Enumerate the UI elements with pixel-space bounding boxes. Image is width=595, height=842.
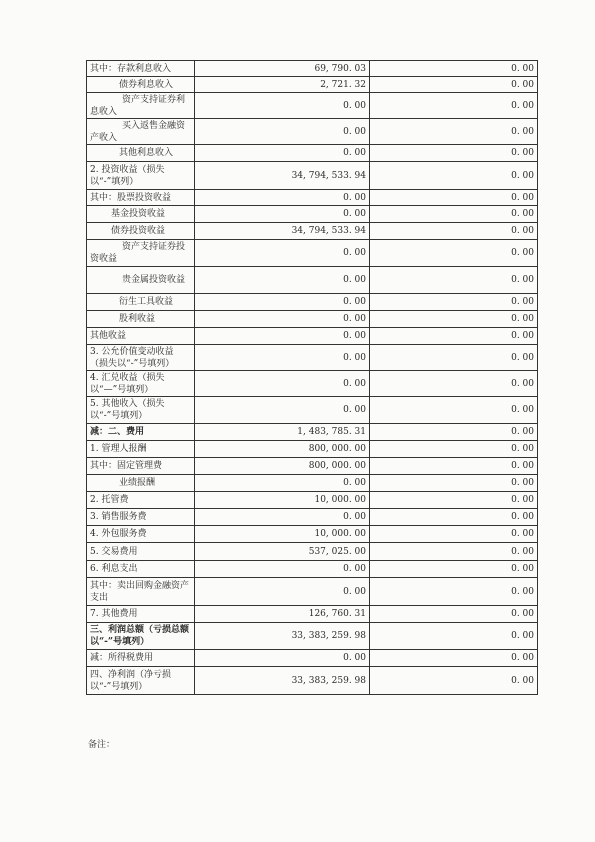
current-period-value: 0. 00 bbox=[195, 190, 370, 206]
previous-period-value: 0. 00 bbox=[370, 526, 538, 543]
row-label: 四、净利润（净亏损以“-”号填列） bbox=[87, 667, 195, 695]
previous-period-value: 0. 00 bbox=[370, 119, 538, 145]
row-label: 衍生工具收益 bbox=[87, 294, 195, 311]
row-label: 买入返售金融资产收入 bbox=[87, 119, 195, 145]
current-period-value: 0. 00 bbox=[195, 119, 370, 145]
table-row bbox=[87, 492, 538, 509]
current-period-value: 800, 000. 00 bbox=[195, 441, 370, 458]
table-row bbox=[87, 371, 538, 397]
table-row bbox=[87, 606, 538, 623]
current-period-value: 0. 00 bbox=[195, 145, 370, 162]
row-label: 资产支持证券投资收益 bbox=[87, 240, 195, 267]
current-period-value: 10, 000. 00 bbox=[195, 526, 370, 543]
previous-period-value: 0. 00 bbox=[370, 294, 538, 311]
table-row bbox=[87, 441, 538, 458]
previous-period-value: 0. 00 bbox=[370, 606, 538, 623]
previous-period-value: 0. 00 bbox=[370, 345, 538, 371]
row-label: 贵金属投资收益 bbox=[87, 267, 195, 294]
row-label: 资产支持证券利息收入 bbox=[87, 93, 195, 119]
current-period-value: 0. 00 bbox=[195, 294, 370, 311]
table-row bbox=[87, 345, 538, 371]
current-period-value: 34, 794, 533. 94 bbox=[195, 162, 370, 190]
previous-period-value: 0. 00 bbox=[370, 223, 538, 240]
current-period-value: 10, 000. 00 bbox=[195, 492, 370, 509]
row-label: 其中：股票投资收益 bbox=[87, 190, 195, 206]
table-row bbox=[87, 543, 538, 561]
current-period-value: 537, 025. 00 bbox=[195, 543, 370, 561]
current-period-value: 1, 483, 785. 31 bbox=[195, 424, 370, 441]
row-label: 2. 投资收益（损失以“-”填列） bbox=[87, 162, 195, 190]
previous-period-value: 0. 00 bbox=[370, 623, 538, 650]
previous-period-value: 0. 00 bbox=[370, 667, 538, 695]
current-period-value: 69, 790. 03 bbox=[195, 61, 370, 77]
row-label: 2. 托管费 bbox=[87, 492, 195, 509]
previous-period-value: 0. 00 bbox=[370, 61, 538, 77]
table-row bbox=[87, 623, 538, 650]
previous-period-value: 0. 00 bbox=[370, 162, 538, 190]
table-row bbox=[87, 240, 538, 267]
row-label: 其他利息收入 bbox=[87, 145, 195, 162]
previous-period-value: 0. 00 bbox=[370, 424, 538, 441]
table-row bbox=[87, 650, 538, 667]
table-row bbox=[87, 162, 538, 190]
previous-period-value: 0. 00 bbox=[370, 93, 538, 119]
current-period-value: 0. 00 bbox=[195, 397, 370, 424]
current-period-value: 0. 00 bbox=[195, 650, 370, 667]
row-label: 1. 管理人报酬 bbox=[87, 441, 195, 458]
table-row bbox=[87, 267, 538, 294]
previous-period-value: 0. 00 bbox=[370, 328, 538, 345]
previous-period-value: 0. 00 bbox=[370, 561, 538, 578]
previous-period-value: 0. 00 bbox=[370, 371, 538, 397]
current-period-value: 0. 00 bbox=[195, 93, 370, 119]
current-period-value: 0. 00 bbox=[195, 561, 370, 578]
row-label: 其中：存款利息收入 bbox=[87, 61, 195, 77]
table-row bbox=[87, 397, 538, 424]
current-period-value: 0. 00 bbox=[195, 311, 370, 328]
row-label: 其中：固定管理费 bbox=[87, 458, 195, 475]
previous-period-value: 0. 00 bbox=[370, 509, 538, 526]
current-period-value: 800, 000. 00 bbox=[195, 458, 370, 475]
row-label: 债券投资收益 bbox=[87, 223, 195, 240]
table-row bbox=[87, 206, 538, 223]
table-row bbox=[87, 328, 538, 345]
table-row bbox=[87, 526, 538, 543]
table-row bbox=[87, 77, 538, 93]
row-label: 三、利润总额（亏损总额以“-”号填列） bbox=[87, 623, 195, 650]
current-period-value: 0. 00 bbox=[195, 267, 370, 294]
current-period-value: 0. 00 bbox=[195, 509, 370, 526]
previous-period-value: 0. 00 bbox=[370, 458, 538, 475]
row-label: 其他收益 bbox=[87, 328, 195, 345]
row-label: 股利收益 bbox=[87, 311, 195, 328]
table-row bbox=[87, 119, 538, 145]
previous-period-value: 0. 00 bbox=[370, 543, 538, 561]
table-row bbox=[87, 667, 538, 695]
current-period-value: 0. 00 bbox=[195, 578, 370, 606]
current-period-value: 34, 794, 533. 94 bbox=[195, 223, 370, 240]
previous-period-value: 0. 00 bbox=[370, 578, 538, 606]
previous-period-value: 0. 00 bbox=[370, 240, 538, 267]
row-label: 3. 销售服务费 bbox=[87, 509, 195, 526]
row-label: 6. 利息支出 bbox=[87, 561, 195, 578]
current-period-value: 33, 383, 259. 98 bbox=[195, 667, 370, 695]
table-row bbox=[87, 294, 538, 311]
table-row bbox=[87, 458, 538, 475]
row-label: 7. 其他费用 bbox=[87, 606, 195, 623]
row-label: 3. 公允价值变动收益（损失以“-”号填列） bbox=[87, 345, 195, 371]
table-row bbox=[87, 509, 538, 526]
previous-period-value: 0. 00 bbox=[370, 311, 538, 328]
row-label: 减：二、费用 bbox=[87, 424, 195, 441]
table-row bbox=[87, 93, 538, 119]
previous-period-value: 0. 00 bbox=[370, 77, 538, 93]
table-row bbox=[87, 61, 538, 77]
previous-period-value: 0. 00 bbox=[370, 441, 538, 458]
table-row bbox=[87, 561, 538, 578]
row-label: 减：所得税费用 bbox=[87, 650, 195, 667]
previous-period-value: 0. 00 bbox=[370, 475, 538, 492]
table-row bbox=[87, 190, 538, 206]
current-period-value: 0. 00 bbox=[195, 328, 370, 345]
table-row bbox=[87, 145, 538, 162]
notes-label: 备注： bbox=[88, 740, 116, 750]
current-period-value: 2, 721. 32 bbox=[195, 77, 370, 93]
current-period-value: 0. 00 bbox=[195, 371, 370, 397]
row-label: 业绩报酬 bbox=[87, 475, 195, 492]
previous-period-value: 0. 00 bbox=[370, 190, 538, 206]
table-row bbox=[87, 424, 538, 441]
previous-period-value: 0. 00 bbox=[370, 650, 538, 667]
table-row bbox=[87, 578, 538, 606]
previous-period-value: 0. 00 bbox=[370, 397, 538, 424]
income-statement-table bbox=[86, 60, 538, 695]
current-period-value: 126, 760. 31 bbox=[195, 606, 370, 623]
current-period-value: 0. 00 bbox=[195, 345, 370, 371]
row-label: 债券利息收入 bbox=[87, 77, 195, 93]
row-label: 基金投资收益 bbox=[87, 206, 195, 223]
table-row bbox=[87, 475, 538, 492]
current-period-value: 0. 00 bbox=[195, 206, 370, 223]
previous-period-value: 0. 00 bbox=[370, 145, 538, 162]
row-label: 其中：卖出回购金融资产支出 bbox=[87, 578, 195, 606]
table-row bbox=[87, 223, 538, 240]
previous-period-value: 0. 00 bbox=[370, 206, 538, 223]
previous-period-value: 0. 00 bbox=[370, 492, 538, 509]
row-label: 4. 汇兑收益（损失以“—”号填列） bbox=[87, 371, 195, 397]
current-period-value: 33, 383, 259. 98 bbox=[195, 623, 370, 650]
previous-period-value: 0. 00 bbox=[370, 267, 538, 294]
row-label: 5. 交易费用 bbox=[87, 543, 195, 561]
current-period-value: 0. 00 bbox=[195, 475, 370, 492]
row-label: 4. 外包服务费 bbox=[87, 526, 195, 543]
table-row bbox=[87, 311, 538, 328]
row-label: 5. 其他收入（损失以“-”号填列） bbox=[87, 397, 195, 424]
current-period-value: 0. 00 bbox=[195, 240, 370, 267]
